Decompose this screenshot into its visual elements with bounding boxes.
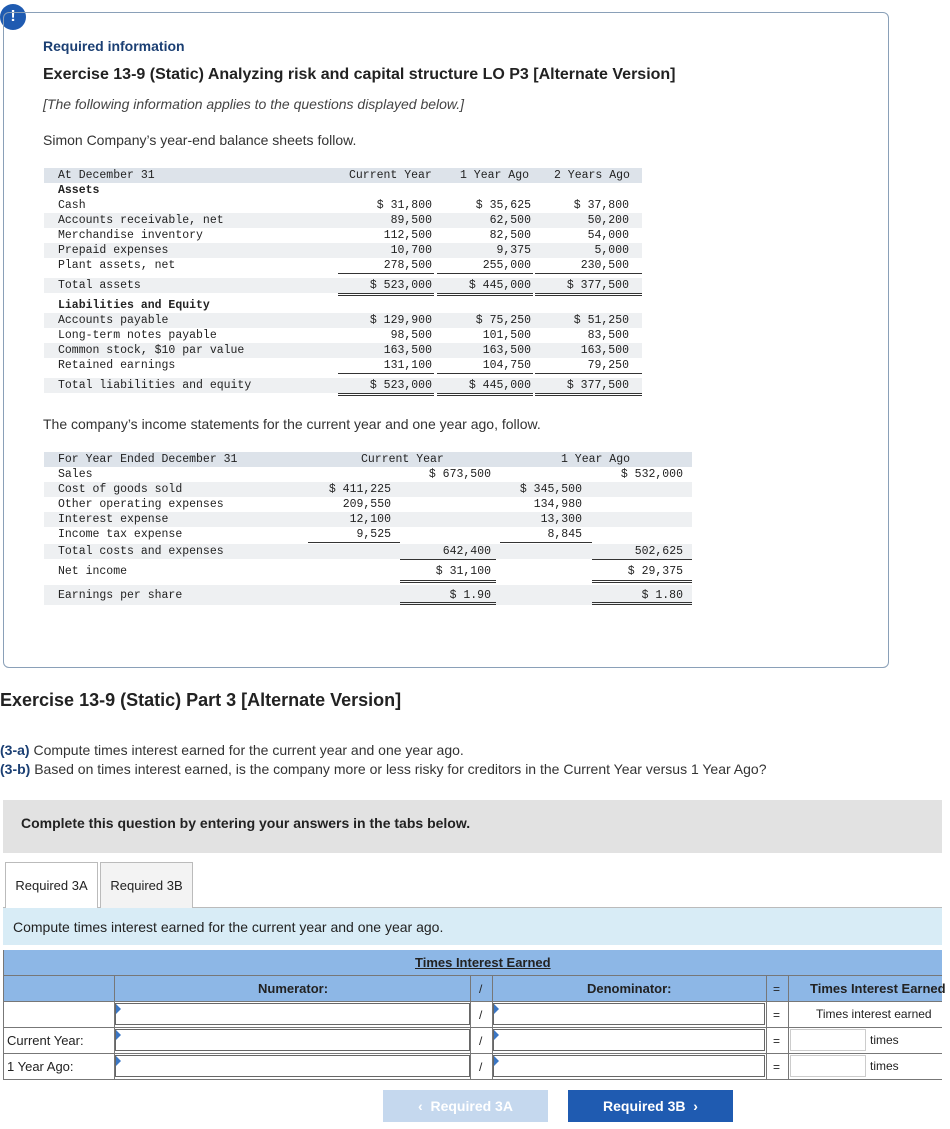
- tie-title: Times Interest Earned: [415, 955, 551, 970]
- denominator-input-current-year[interactable]: [493, 1029, 765, 1051]
- total-liab-row: Total liabilities and equity $ 523,000 $ 445,000 $ 377,500: [44, 378, 642, 393]
- chevron-right-icon: ›: [693, 1098, 698, 1114]
- double-underline: [437, 393, 533, 396]
- bs-col-1y: 1 Year Ago: [460, 169, 530, 182]
- result-input-1-year-ago[interactable]: [790, 1055, 866, 1077]
- applies-note: [The following information applies to the questions displayed below.]: [43, 96, 465, 112]
- double-underline: [535, 293, 642, 296]
- is-header-row: For Year Ended December 31 Current Year 1 Year Ago: [44, 452, 692, 467]
- result-header: Times Interest Earned: [810, 981, 946, 996]
- table-row: Income tax expense 9,525 8,845: [58, 528, 582, 541]
- table-row: Merchandise inventory 112,500 82,500 54,000: [58, 229, 629, 242]
- result-sublabel: Times interest earned: [816, 1007, 932, 1021]
- table-row: Cost of goods sold $ 411,225 $ 345,500: [44, 482, 692, 497]
- table-row: Long-term notes payable 98,500 101,500 83,500: [58, 329, 629, 342]
- prev-required-3a-button[interactable]: ‹ Required 3A: [383, 1090, 548, 1122]
- tab-required-3a[interactable]: Required 3A: [5, 862, 98, 909]
- numerator-header: Numerator:: [258, 981, 329, 996]
- underline: [338, 273, 434, 274]
- table-row: Common stock, $10 par value 163,500 163,500 163,500: [44, 343, 642, 358]
- chevron-left-icon: ‹: [418, 1098, 423, 1114]
- double-underline: [400, 580, 496, 583]
- table-row: Plant assets, net 278,500 255,000 230,500: [58, 259, 629, 272]
- denominator-input-1-year-ago[interactable]: [493, 1055, 765, 1077]
- next-required-3b-button[interactable]: Required 3B ›: [568, 1090, 733, 1122]
- question-3b: (3-b) Based on times interest earned, is the company more or less risky for creditors in the Current Year versus 1 Year Ago?: [0, 761, 767, 777]
- bs-assets-heading: Assets: [58, 184, 100, 197]
- income-intro: The company’s income statements for the current year and one year ago, follow.: [43, 416, 541, 432]
- unit-current-year: times: [870, 1033, 899, 1047]
- alert-icon: !: [0, 4, 26, 30]
- table-row: Other operating expenses 209,550 134,980: [58, 498, 582, 511]
- double-underline: [400, 602, 496, 605]
- table-row: Prepaid expenses 10,700 9,375 5,000: [44, 243, 642, 258]
- table-row: Retained earnings 131,100 104,750 79,250: [58, 359, 629, 372]
- table-row: Interest expense 12,100 13,300: [44, 512, 692, 527]
- unit-1-year-ago: times: [870, 1059, 899, 1073]
- table-row: Sales $ 673,500 $ 532,000: [58, 468, 683, 481]
- denominator-header: Denominator:: [587, 981, 672, 996]
- bs-col-label: At December 31: [58, 169, 155, 182]
- underline: [500, 542, 592, 543]
- result-input-current-year[interactable]: [790, 1029, 866, 1051]
- denominator-label-input[interactable]: [493, 1003, 765, 1025]
- double-underline: [592, 580, 692, 583]
- total-costs-row: Total costs and expenses 642,400 502,625: [44, 544, 692, 559]
- underline: [592, 559, 692, 560]
- net-income-row: Net income $ 31,100 $ 29,375: [58, 565, 683, 578]
- required-info-heading: Required information: [43, 38, 185, 54]
- double-underline: [338, 293, 434, 296]
- bs-liab-heading: Liabilities and Equity: [58, 299, 210, 312]
- bs-col-2y: 2 Years Ago: [554, 169, 630, 182]
- double-underline: [535, 393, 642, 396]
- underline: [535, 273, 642, 274]
- double-underline: [338, 393, 434, 396]
- table-row: Accounts receivable, net 89,500 62,500 50,200: [44, 213, 642, 228]
- row-label-1-year-ago: 1 Year Ago:: [7, 1059, 74, 1074]
- balance-intro: Simon Company’s year-end balance sheets follow.: [43, 132, 357, 148]
- row-label-current-year: Current Year:: [7, 1033, 84, 1048]
- part-title: Exercise 13-9 (Static) Part 3 [Alternate Version]: [0, 690, 402, 710]
- underline: [437, 373, 533, 374]
- double-underline: [437, 293, 533, 296]
- complete-instruction: Complete this question by entering your answers in the tabs below.: [21, 815, 471, 831]
- double-underline: [592, 602, 692, 605]
- table-row: Cash $ 31,800 $ 35,625 $ 37,800: [58, 199, 629, 212]
- bs-col-current: Current Year: [349, 169, 432, 182]
- equals-symbol: =: [773, 982, 781, 996]
- underline: [308, 542, 400, 543]
- numerator-label-input[interactable]: [115, 1003, 470, 1025]
- numerator-input-1-year-ago[interactable]: [115, 1055, 470, 1077]
- divide-symbol: /: [479, 982, 483, 996]
- underline: [400, 559, 496, 560]
- underline: [437, 273, 533, 274]
- numerator-input-current-year[interactable]: [115, 1029, 470, 1051]
- eps-row: Earnings per share $ 1.90 $ 1.80: [44, 585, 692, 605]
- tab-required-3b[interactable]: Required 3B: [100, 862, 193, 908]
- total-assets-row: Total assets $ 523,000 $ 445,000 $ 377,500: [44, 278, 642, 293]
- underline: [535, 373, 642, 374]
- instruction-text: Compute times interest earned for the current year and one year ago.: [13, 919, 444, 935]
- question-3a: (3-a) Compute times interest earned for the current year and one year ago.: [0, 742, 464, 758]
- underline: [338, 373, 434, 374]
- tie-header-band: [3, 975, 942, 1001]
- table-row: Accounts payable $ 129,900 $ 75,250 $ 51,250: [44, 313, 642, 328]
- bs-header-row: [44, 168, 642, 183]
- exercise-title: Exercise 13-9 (Static) Analyzing risk and capital structure LO P3 [Alternate Version]: [43, 66, 676, 83]
